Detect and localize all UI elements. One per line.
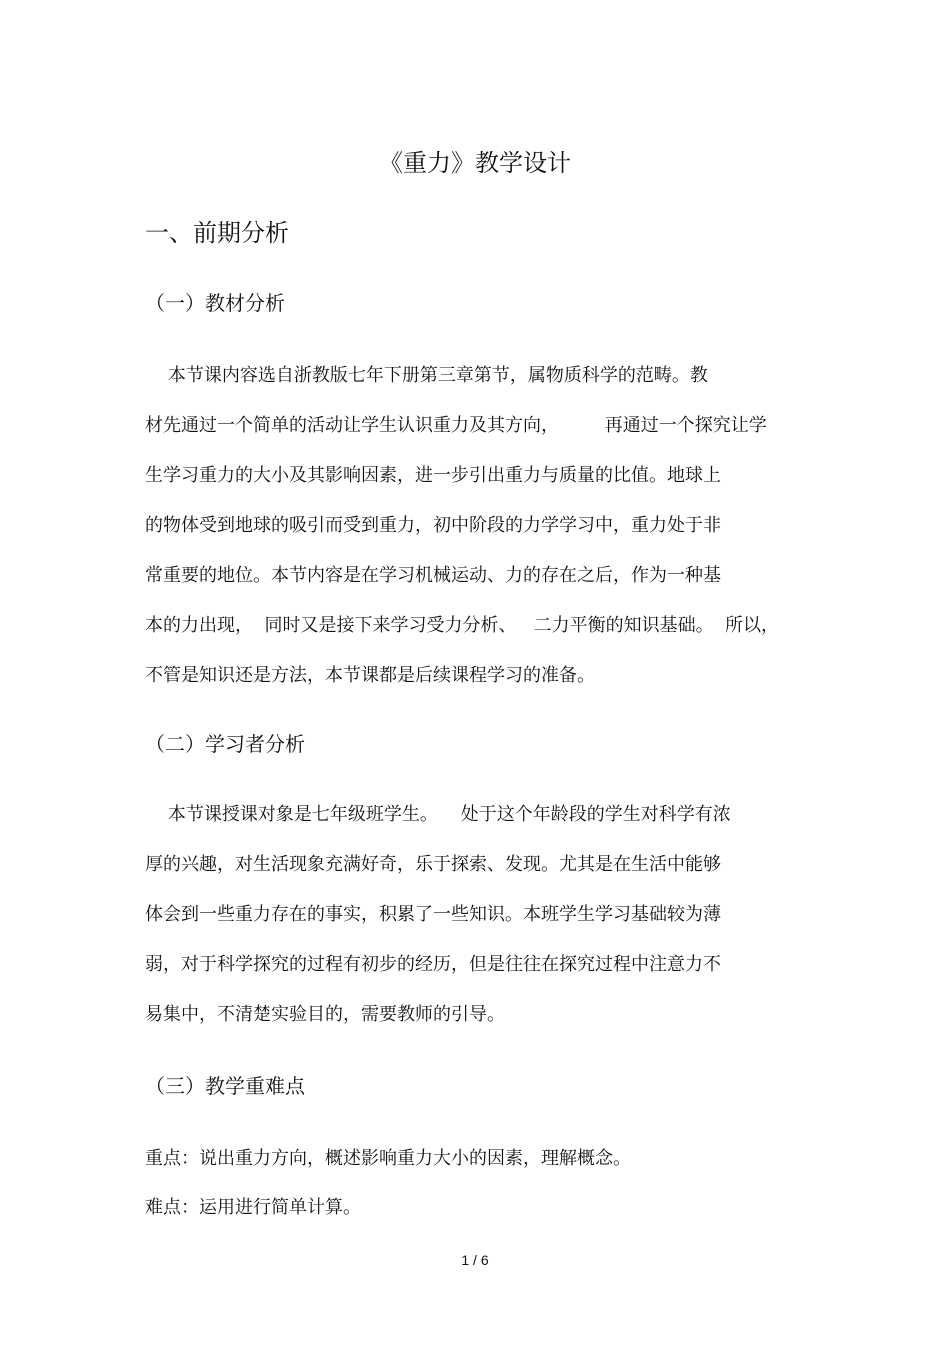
page-number: 1 / 6 xyxy=(461,1252,489,1268)
subsection-heading-key-difficult-points: （三）教学重难点 xyxy=(145,1074,305,1098)
paragraph-line: 厚的兴趣，对生活现象充满好奇，乐于探索、发现。尤其是在生活中能够 xyxy=(145,854,721,875)
paragraph-line: 本节课内容选自浙教版七年下册第三章第节，属物质科学的范畴。教 xyxy=(145,365,708,386)
paragraph-line: 本节课授课对象是七年级班学生。 处于这个年龄段的学生对科学有浓 xyxy=(145,804,731,825)
paragraph-line: 生学习重力的大小及其影响因素，进一步引出重力与质量的比值。地球上 xyxy=(145,465,721,486)
paragraph-line: 体会到一些重力存在的事实，积累了一些知识。本班学生学习基础较为薄 xyxy=(145,904,721,925)
paragraph-line: 本的力出现， 同时又是接下来学习受力分析、 二力平衡的知识基础。 所以， xyxy=(145,615,780,636)
paragraph-line: 材先通过一个简单的活动让学生认识重力及其方向， 再通过一个探究让学 xyxy=(145,415,767,436)
section-heading-preliminary-analysis: 一、前期分析 xyxy=(145,219,289,247)
paragraph-textbook-analysis xyxy=(145,363,815,713)
difficult-point-text: 难点：运用进行简单计算。 xyxy=(145,1197,361,1218)
subsection-heading-learner-analysis: （二）学习者分析 xyxy=(145,732,305,756)
paragraph-line: 的物体受到地球的吸引而受到重力，初中阶段的力学学习中，重力处于非 xyxy=(145,515,721,536)
subsection-heading-textbook-analysis: （一）教材分析 xyxy=(145,291,285,315)
document-title: 《重力》教学设计 xyxy=(379,149,571,177)
paragraph-line: 易集中，不清楚实验目的，需要教师的引导。 xyxy=(145,1004,505,1025)
paragraph-learner-analysis xyxy=(145,802,815,1052)
paragraph-line: 弱，对于科学探究的过程有初步的经历，但是往往在探究过程中注意力不 xyxy=(145,954,721,975)
key-point-text: 重点：说出重力方向，概述影响重力大小的因素，理解概念。 xyxy=(145,1148,631,1169)
paragraph-line: 不管是知识还是方法，本节课都是后续课程学习的准备。 xyxy=(145,665,595,686)
paragraph-line: 常重要的地位。本节内容是在学习机械运动、力的存在之后，作为一种基 xyxy=(145,565,721,586)
